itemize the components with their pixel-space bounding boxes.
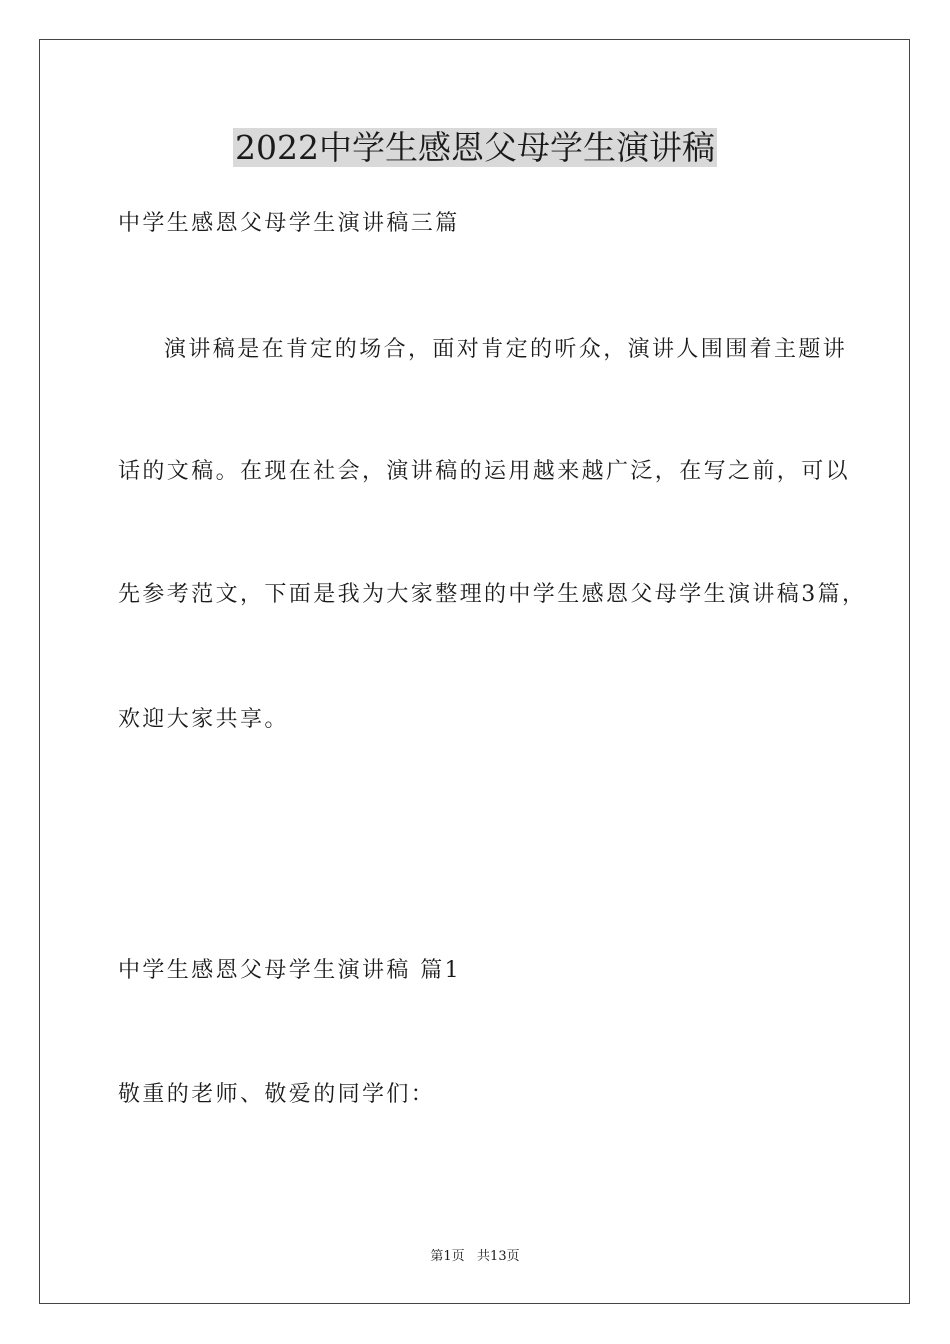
document-subtitle: 中学生感恩父母学生演讲稿三篇 [118, 211, 460, 236]
section-heading: 中学生感恩父母学生演讲稿 篇1 [118, 958, 461, 983]
intro-line-3: 先参考范文，下面是我为大家整理的中学生感恩父母学生演讲稿3篇， [118, 582, 867, 607]
intro-line-1: 演讲稿是在肯定的场合，面对肯定的听众，演讲人围围着主题讲 [164, 337, 848, 362]
document-title [0, 126, 950, 170]
salutation: 敬重的老师、敬爱的同学们： [118, 1082, 436, 1107]
page-footer: 第1页 共13页 [430, 1249, 520, 1264]
intro-line-4: 欢迎大家共享。 [118, 707, 289, 732]
intro-line-2: 话的文稿。在现在社会，演讲稿的运用越来越广泛，在写之前，可以 [118, 459, 851, 484]
document-title-text: 2022中学生感恩父母学生演讲稿 [235, 128, 715, 167]
